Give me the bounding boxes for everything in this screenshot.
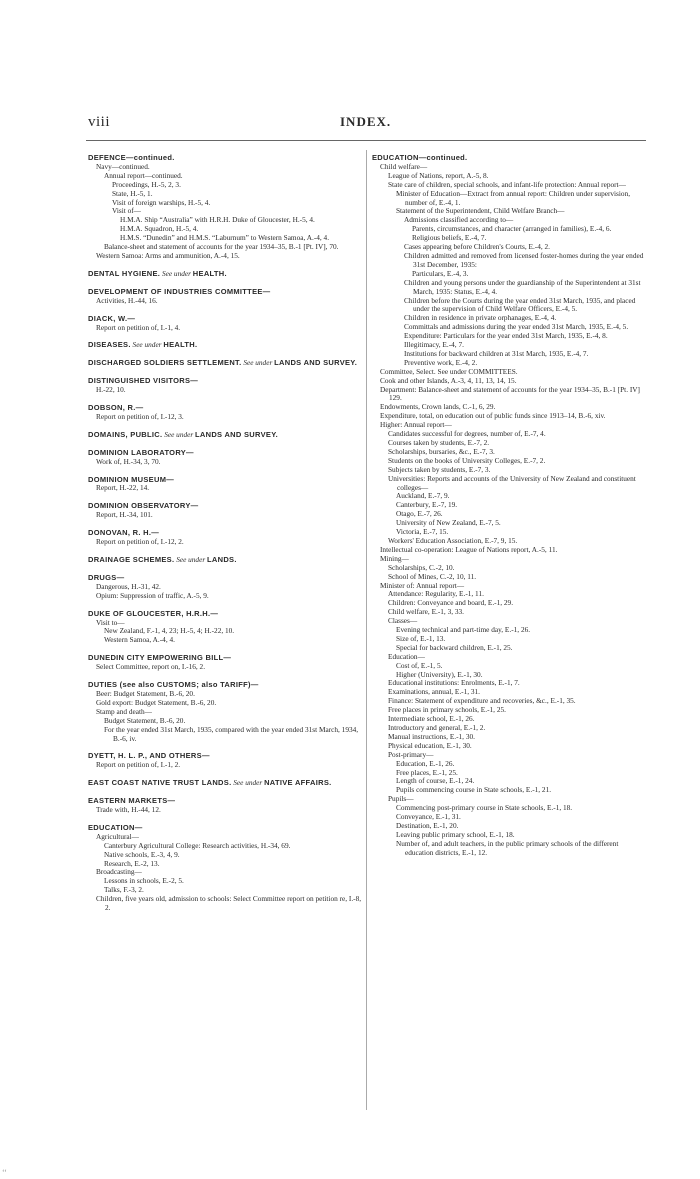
index-subentry: Stamp and death—: [96, 706, 152, 716]
index-subentry: Report on petition of, I.-12, 2.: [96, 537, 184, 547]
index-subentry: H.-22, 10.: [96, 385, 126, 395]
index-subentry: Children and young persons under the guardianship of the Superintendent at 31st March, 1935: Status, E.-4, 4.: [404, 277, 641, 296]
index-subentry: Proceedings, H.-5, 2, 3.: [112, 179, 181, 189]
index-subentry: Cases appearing before Children's Courts, E.-4, 2.: [404, 242, 551, 252]
index-entry: [88, 315, 363, 333]
index-subentry: Size of, E.-1, 13.: [396, 633, 446, 643]
index-column-left: [88, 154, 363, 913]
index-subentry: League of Nations, report, A.-5, 8.: [388, 170, 489, 180]
index-subentry: Pupils commencing course in State schools, E.-1, 21.: [396, 785, 552, 795]
heading-text: EASTERN MARKETS—: [88, 796, 176, 806]
entry-heading: [88, 359, 363, 368]
index-subentry: Children: Conveyance and board, E.-1, 29.: [388, 598, 514, 608]
index-entry: [88, 752, 363, 770]
index-subentry: Gold export: Budget Statement, B.-6, 20.: [96, 697, 217, 707]
index-subentry: Scholarships, bursaries, &c., E.-7, 3.: [388, 446, 495, 456]
index-subentry: Visit to—: [96, 617, 125, 627]
heading-text: DRUGS—: [88, 572, 125, 582]
index-subentry: Work of, H.-34, 3, 70.: [96, 456, 161, 466]
heading-text: DISEASES.: [88, 340, 131, 350]
heading-text: DIACK, W.—: [88, 313, 136, 323]
index-subentry: Universities: Reports and accounts of the University of New Zealand and constituent colleges—: [388, 473, 636, 492]
index-entry: [88, 449, 363, 467]
heading-text: DEVELOPMENT OF INDUSTRIES COMMITTEE—: [88, 286, 271, 296]
heading-text: DOMINION OBSERVATORY—: [88, 501, 199, 511]
index-subentry: Post-primary—: [388, 749, 434, 759]
index-entry: [88, 154, 363, 261]
index-entry: [88, 359, 363, 368]
cross-reference: HEALTH.: [192, 268, 227, 278]
index-entry: [88, 797, 363, 815]
index-subentry: Religious beliefs, E.-4, 7.: [412, 233, 487, 243]
index-subentry: Expenditure, total, on education out of public funds since 1913–14, B.-6, xiv.: [380, 411, 606, 421]
index-subentry: Commencing post-primary course in State schools, E.-1, 18.: [396, 803, 573, 813]
heading-text: DUNEDIN CITY EMPOWERING BILL—: [88, 653, 232, 663]
cross-reference: LANDS.: [207, 555, 237, 564]
index-entry: [88, 529, 363, 547]
index-subentry: Courses taken by students, E.-7, 2.: [388, 438, 490, 447]
index-subentry: Children admitted and removed from licensed foster-homes during the year ended 31st December, 1935:: [404, 250, 644, 269]
heading-text: DEFENCE—continued.: [88, 153, 175, 162]
index-subentry: Free places in primary schools, E.-1, 25.: [388, 705, 506, 715]
index-subentry: Admissions classified according to—: [404, 215, 514, 225]
index-subentry: Child welfare, E.-1, 3, 33.: [388, 607, 464, 617]
heading-text: DISCHARGED SOLDIERS SETTLEMENT.: [88, 358, 242, 368]
cross-reference: NATIVE AFFAIRS.: [264, 778, 332, 788]
index-entry: [88, 610, 363, 646]
index-subentry: Canterbury Agricultural College: Research activities, H.-34, 69.: [104, 840, 291, 850]
entry-heading: [88, 377, 363, 386]
entry-heading: [88, 779, 363, 788]
index-subentry: H.M.A. Ship “Australia” with H.R.H. Duke of Gloucester, H.-5, 4.: [120, 215, 315, 225]
heading-text: DUKE OF GLOUCESTER, H.R.H.—: [88, 608, 219, 618]
index-subentry: Pupils—: [388, 794, 414, 804]
index-subentry: State care of children, special schools, and infant-life protection: Annual report—: [388, 179, 626, 189]
index-subentry: School of Mines, C.-2, 10, 11.: [388, 571, 477, 581]
heading-text: DOBSON, R.—: [88, 403, 144, 413]
index-subentry: Child welfare—: [380, 161, 428, 171]
index-subentry: Particulars, E.-4, 3.: [412, 268, 469, 278]
index-subentry: Mining—: [380, 553, 409, 563]
index-subentry: Auckland, E.-7, 9.: [396, 491, 450, 501]
index-entry: [88, 502, 363, 520]
index-subentry: Length of course, E.-1, 24.: [396, 776, 475, 786]
index-subentry: Report on petition of, I.-12, 3.: [96, 411, 184, 421]
index-subentry: Cost of, E.-1, 5.: [396, 660, 443, 670]
entry-heading: [88, 556, 363, 565]
index-subentry: Subjects taken by students, E.-7, 3.: [388, 464, 491, 474]
see-under: See under: [243, 358, 273, 368]
index-subentry: University of New Zealand, E.-7, 5.: [396, 518, 501, 528]
index-subentry: Activities, H.-44, 16.: [96, 295, 158, 305]
index-subentry: Trade with, H.-44, 12.: [96, 805, 161, 815]
index-subentry: Expenditure: Particulars for the year ended 31st March, 1935, E.-4, 8.: [404, 331, 608, 341]
index-subentry: Endowments, Crown lands, C.-1, 6, 29.: [380, 402, 496, 412]
index-subentry: Introductory and general, E.-1, 2.: [388, 723, 486, 732]
index-entry: [88, 288, 363, 306]
index-subentry: Children in residence in private orphanages, E.-4, 4.: [404, 313, 557, 323]
index-subentry: Educational institutions: Enrolments, E.-1, 7.: [388, 678, 520, 688]
index-subentry: Cook and other Islands, A.-3, 4, 11, 13, 14, 15.: [380, 375, 517, 385]
index-subentry: Education, E.-1, 26.: [396, 758, 455, 768]
header-rule: [86, 140, 646, 141]
index-subentry: Agricultural—: [96, 831, 139, 841]
entry-heading: [88, 610, 363, 619]
heading-text: EDUCATION—continued.: [372, 153, 468, 162]
see-under: See under: [233, 778, 263, 788]
index-subentry: Candidates successful for degrees, number of, E.-7, 4.: [388, 429, 546, 439]
index-subentry: Higher: Annual report—: [380, 420, 452, 430]
index-subentry: Attendance: Regularity, E.-1, 11.: [388, 589, 484, 599]
see-under: See under: [176, 555, 206, 564]
index-subentry: Canterbury, E.-7, 19.: [396, 500, 458, 510]
index-subentry: Report on petition of, I.-1, 2.: [96, 760, 181, 770]
index-subentry: Scholarships, C.-2, 10.: [388, 562, 455, 572]
index-subentry: Conveyance, E.-1, 31.: [396, 812, 461, 822]
index-subentry: Higher (University), E.-1, 30.: [396, 669, 483, 679]
heading-text: DENTAL HYGIENE.: [88, 268, 161, 278]
index-subentry: Research, E.-2, 13.: [104, 858, 160, 868]
index-entry: [88, 681, 363, 743]
entry-heading: [88, 431, 363, 440]
index-entry: [88, 654, 363, 672]
cross-reference: LANDS AND SURVEY.: [195, 429, 279, 439]
index-subentry: Students on the books of University Colleges, E.-7, 2.: [388, 455, 546, 465]
index-subentry: Report, H.-22, 14.: [96, 483, 150, 493]
index-subentry: Leaving public primary school, E.-1, 18.: [396, 829, 515, 839]
index-subentry: H.M.S. “Dunedin” and H.M.S. “Laburnum” to Western Samoa, A.-4, 4.: [120, 233, 330, 243]
index-entry: [88, 377, 363, 395]
running-title: INDEX.: [340, 114, 392, 129]
heading-text: EDUCATION—: [88, 822, 143, 832]
index-subentry: Dangerous, H.-31, 42.: [96, 581, 161, 591]
index-subentry: For the year ended 31st March, 1935, compared with the year ended 31st March, 1934, B.-6, iv.: [104, 724, 359, 743]
index-subentry: Navy—continued.: [96, 161, 150, 171]
index-subentry: Destination, E.-1, 20.: [396, 820, 459, 830]
index-subentry: Committals and admissions during the year ended 31st March, 1935, E.-4, 5.: [404, 322, 629, 332]
heading-text: DOMINION MUSEUM—: [88, 474, 175, 484]
index-subentry: Examinations, annual, E.-1, 31.: [388, 687, 481, 697]
index-subentry: Talks, F.-3, 2.: [104, 885, 144, 895]
entry-heading: [88, 270, 363, 279]
index-subentry: Broadcasting—: [96, 867, 142, 877]
entry-heading: [88, 341, 363, 350]
index-subentry: Illegitimacy, E.-4, 7.: [404, 340, 464, 350]
index-subentry: Classes—: [388, 616, 418, 626]
index-subentry: Balance-sheet and statement of accounts for the year 1934–35, B.-1 [Pt. IV], 70.: [104, 242, 339, 252]
index-subentry: Annual report—continued.: [104, 170, 183, 180]
page-number: viii: [88, 114, 111, 130]
heading-text: DISTINGUISHED VISITORS—: [88, 376, 199, 386]
index-subentry: Select Committee, report on, I.-16, 2.: [96, 662, 206, 672]
index-subentry: H.M.A. Squadron, H.-5, 4.: [120, 224, 199, 234]
index-subentry: Statement of the Superintendent, Child Welfare Branch—: [396, 206, 565, 216]
index-column-right: [372, 154, 647, 858]
cross-reference: LANDS AND SURVEY.: [274, 358, 358, 368]
index-entry: [88, 779, 363, 788]
index-subentry: Report on petition of, I.-1, 4.: [96, 322, 181, 332]
heading-text: DOMINION LABORATORY—: [88, 447, 194, 457]
index-subentry: Beer: Budget Statement, B.-6, 20.: [96, 688, 195, 698]
index-entry: [88, 431, 363, 440]
index-subentry: Institutions for backward children at 31st March, 1935, E.-4, 7.: [404, 348, 589, 358]
index-subentry: Visit of foreign warships, H.-5, 4.: [112, 197, 211, 207]
index-entry: [88, 556, 363, 565]
index-subentry: Physical education, E.-1, 30.: [388, 740, 472, 750]
index-subentry: Number of, and adult teachers, in the public primary schools of the different education districts, E.-1, 12.: [396, 838, 619, 857]
index-subentry: Department: Balance-sheet and statement of accounts for the year 1934–35, B.-1 [Pt. IV] 129.: [380, 384, 640, 403]
index-subentry: New Zealand, F.-1, 4, 23; H.-5, 4; H.-22, 10.: [104, 626, 235, 636]
index-subentry: Report, H.-34, 101.: [96, 510, 153, 520]
index-entry: [88, 341, 363, 350]
index-entry: [88, 824, 363, 913]
heading-text: DUTIES (see also CUSTOMS; also TARIFF)—: [88, 680, 259, 690]
heading-text: EAST COAST NATIVE TRUST LANDS.: [88, 778, 232, 788]
index-subentry: Minister of Education—Extract from annual report: Children under supervision, number of, E.-4, 1.: [396, 188, 631, 207]
index-subentry: Children, five years old, admission to schools: Select Committee report on petition re, I.-8, 2.: [96, 894, 362, 913]
index-entry: [88, 574, 363, 601]
index-subentry: State, H.-5, 1.: [112, 188, 153, 198]
index-entry: [88, 270, 363, 279]
heading-text: DYETT, H. L. P., AND OTHERS—: [88, 751, 210, 761]
index-subentry: Intermediate school, E.-1, 26.: [388, 714, 475, 724]
index-subentry: Parents, circumstances, and character (arranged in families), E.-4, 6.: [412, 224, 612, 234]
index-subentry: Western Samoa, A.-4, 4.: [104, 635, 175, 645]
heading-text: DRAINAGE SCHEMES.: [88, 555, 175, 564]
index-subentry: Committee, Select. See under COMMITTEES.: [380, 366, 518, 376]
index-subentry: Education—: [388, 651, 425, 661]
index-subentry: Otago, E.-7, 26.: [396, 509, 443, 519]
index-subentry: Workers' Education Association, E.-7, 9, 15.: [388, 535, 518, 545]
index-subentry: Free places, E.-1, 25.: [396, 767, 458, 777]
index-entry: [372, 154, 647, 858]
index-subentry: Children before the Courts during the year ended 31st March, 1935, and placed under the supervision of Child Welfare Officers, E.-4, 5.: [404, 295, 636, 314]
heading-text: DOMAINS, PUBLIC.: [88, 429, 163, 439]
index-subentry: Finance: Statement of expenditure and recoveries, &c., E.-1, 35.: [388, 696, 576, 706]
index-subentry: Victoria, E.-7, 15.: [396, 527, 449, 537]
column-divider: [366, 150, 367, 1110]
cross-reference: HEALTH.: [163, 340, 198, 350]
see-under: See under: [164, 429, 194, 439]
see-under: See under: [161, 268, 191, 278]
index-subentry: Special for backward children, E.-1, 25.: [396, 642, 513, 652]
index-subentry: Lessons in schools, E.-2, 5.: [104, 876, 184, 886]
index-subentry: Minister of: Annual report—: [380, 580, 465, 590]
index-subentry: Native schools, E.-3, 4, 9.: [104, 849, 180, 859]
see-under: See under: [132, 340, 162, 350]
margin-mark: ‘‘: [2, 1168, 7, 1177]
index-subentry: Western Samoa: Arms and ammunition, A.-4, 15.: [96, 250, 240, 260]
index-subentry: Budget Statement, B.-6, 20.: [104, 715, 186, 725]
index-subentry: Manual instructions, E.-1, 30.: [388, 731, 475, 741]
index-subentry: Visit of—: [112, 206, 141, 216]
heading-text: DONOVAN, R. H.—: [88, 528, 160, 538]
index-subentry: Preventive work, E.-4, 2.: [404, 357, 478, 367]
index-entry: [88, 476, 363, 494]
index-subentry: Opium: Suppression of traffic, A.-5, 9.: [96, 590, 209, 600]
index-subentry: Intellectual co-operation: League of Nations report, A.-5, 11.: [380, 544, 558, 554]
index-entry: [88, 404, 363, 422]
index-subentry: Evening technical and part-time day, E.-1, 26.: [396, 625, 531, 635]
